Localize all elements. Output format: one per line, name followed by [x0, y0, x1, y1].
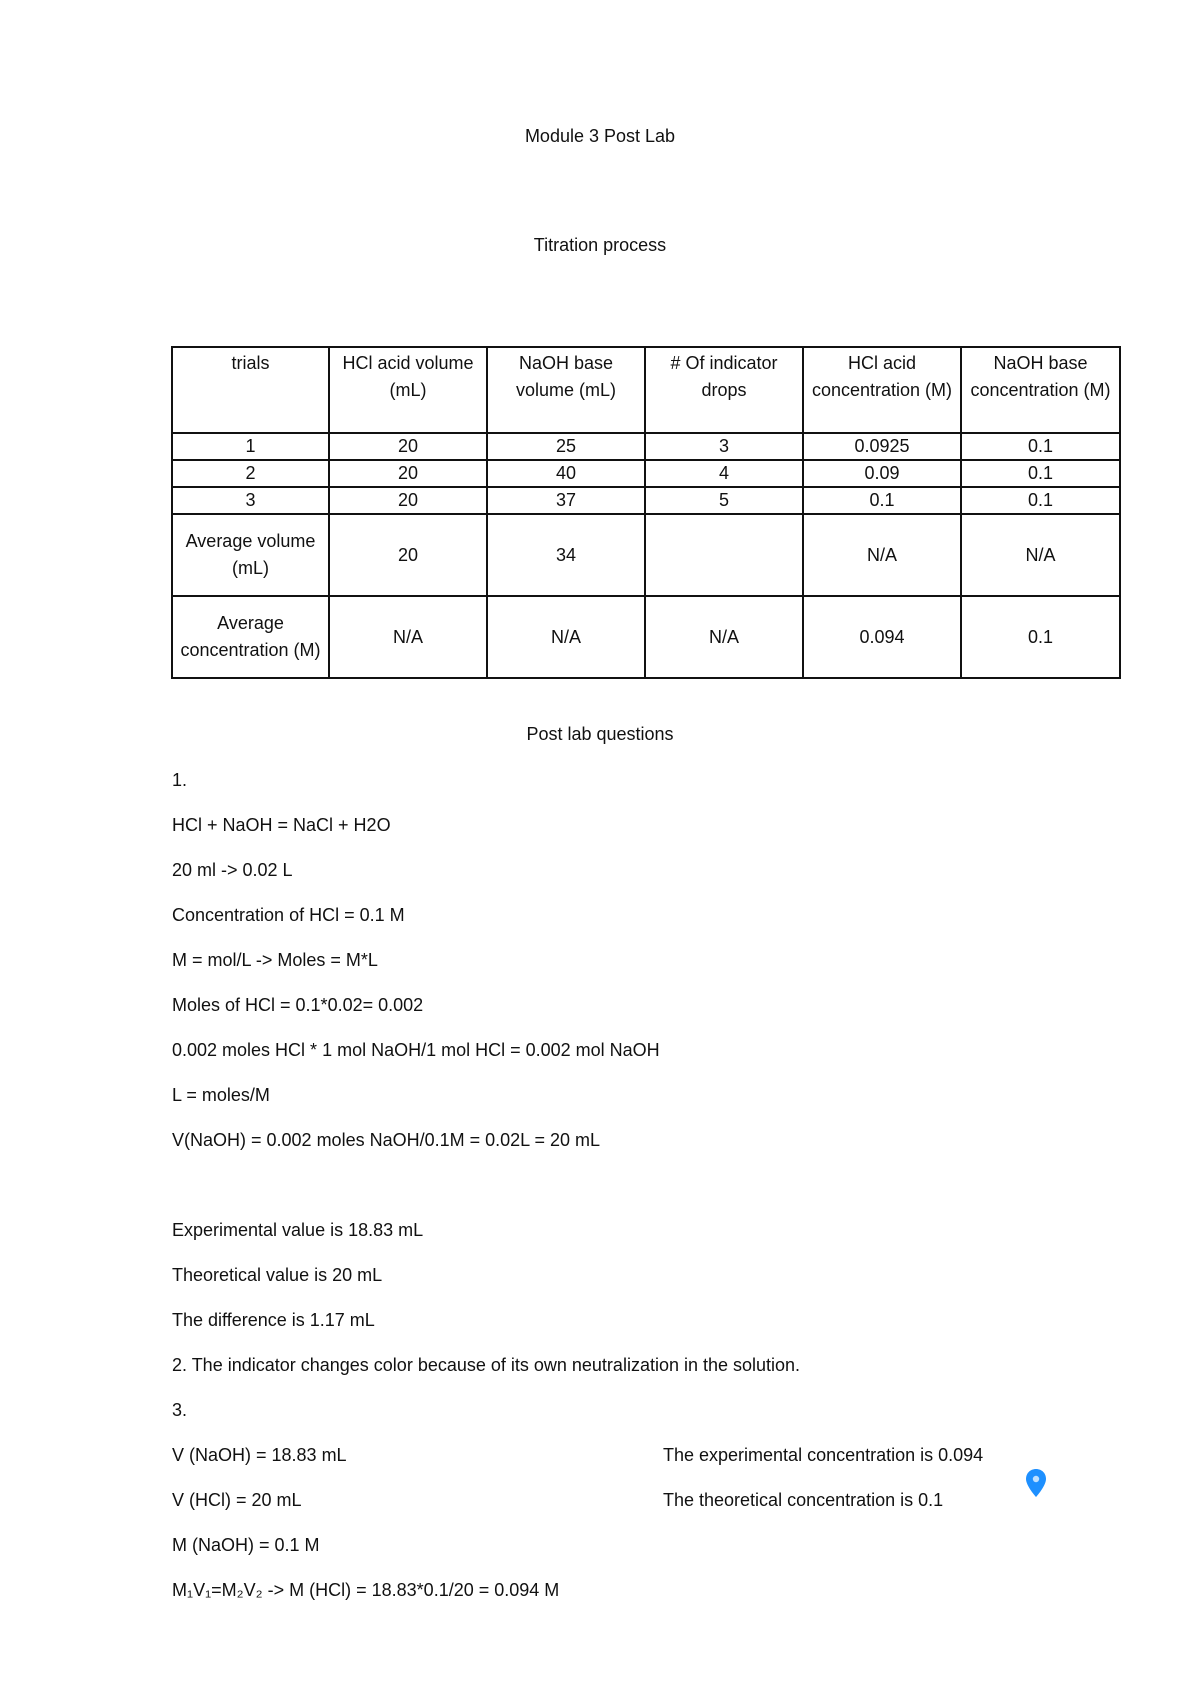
q1-line: L = moles/M [172, 1085, 270, 1105]
table-cell: 20 [329, 514, 487, 596]
q3-right-line: The experimental concentration is 0.094 [663, 1445, 984, 1465]
table-cell: 3 [645, 433, 803, 460]
q1-result-line: The difference is 1.17 mL [172, 1310, 375, 1330]
table-cell: 0.094 [803, 596, 961, 678]
table-cell: 5 [645, 487, 803, 514]
table-header-cell: HCl acid volume (mL) [329, 347, 487, 433]
table-cell: Average volume (mL) [172, 514, 329, 596]
table-cell: Average concentration (M) [172, 596, 329, 678]
q1-line: 20 ml -> 0.02 L [172, 860, 293, 880]
table-cell: 4 [645, 460, 803, 487]
section-heading-titration: Titration process [533, 235, 667, 255]
table-cell: 20 [329, 433, 487, 460]
map-pin-icon[interactable] [1025, 1468, 1047, 1498]
q3-line: M (NaOH) = 0.1 M [172, 1535, 320, 1555]
table-cell: 0.1 [961, 433, 1120, 460]
question-3-number: 3. [172, 1400, 188, 1420]
q1-line: M = mol/L -> Moles = M*L [172, 950, 378, 970]
table-row [172, 487, 1120, 514]
table-cell: N/A [803, 514, 961, 596]
table-header-cell: # Of indicator drops [645, 347, 803, 433]
q1-line: Moles of HCl = 0.1*0.02= 0.002 [172, 995, 424, 1015]
question-2-answer: 2. The indicator changes color because of its own neutralization in the solution. [172, 1355, 801, 1375]
table-row [172, 596, 1120, 678]
table-cell: 34 [487, 514, 645, 596]
table-header-cell: HCl acid concentration (M) [803, 347, 961, 433]
q3-line: V (HCl) = 20 mL [172, 1490, 302, 1510]
q3-right-line: The theoretical concentration is 0.1 [663, 1490, 944, 1510]
table-cell: N/A [329, 596, 487, 678]
q3-line: V (NaOH) = 18.83 mL [172, 1445, 347, 1465]
table-cell: 40 [487, 460, 645, 487]
table-header-cell: NaOH base concentration (M) [961, 347, 1120, 433]
q1-line: V(NaOH) = 0.002 moles NaOH/0.1M = 0.02L = 20 mL [172, 1130, 601, 1150]
table-cell: N/A [961, 514, 1120, 596]
table-header-cell: NaOH base volume (mL) [487, 347, 645, 433]
table-cell: 0.1 [961, 460, 1120, 487]
table-cell [645, 514, 803, 596]
q3-formula: M₁V₁=M₂V₂ -> M (HCl) = 18.83*0.1/20 = 0.094 M [172, 1580, 560, 1600]
table-cell: 0.1 [961, 487, 1120, 514]
table-cell: N/A [645, 596, 803, 678]
q1-line: HCl + NaOH = NaCl + H2O [172, 815, 391, 835]
q1-result-line: Experimental value is 18.83 mL [172, 1220, 424, 1240]
titration-table [171, 346, 1121, 679]
q1-line: 0.002 moles HCl * 1 mol NaOH/1 mol HCl = 0.002 mol NaOH [172, 1040, 660, 1060]
table-cell: 0.1 [803, 487, 961, 514]
table-row [172, 433, 1120, 460]
section-heading-questions: Post lab questions [526, 724, 674, 744]
table-cell: 37 [487, 487, 645, 514]
question-1-number: 1. [172, 770, 188, 790]
table-cell: 0.0925 [803, 433, 961, 460]
table-cell: 0.09 [803, 460, 961, 487]
table-cell: 0.1 [961, 596, 1120, 678]
table-header-cell: trials [172, 347, 329, 433]
document-title: Module 3 Post Lab [524, 126, 676, 146]
q1-result-line: Theoretical value is 20 mL [172, 1265, 383, 1285]
table-cell: 1 [172, 433, 329, 460]
q1-line: Concentration of HCl = 0.1 M [172, 905, 405, 925]
table-cell: 20 [329, 487, 487, 514]
table-cell: N/A [487, 596, 645, 678]
table-cell: 20 [329, 460, 487, 487]
table-row [172, 514, 1120, 596]
table-cell: 25 [487, 433, 645, 460]
table-header-row [172, 347, 1120, 433]
table-row [172, 460, 1120, 487]
table-cell: 2 [172, 460, 329, 487]
table-cell: 3 [172, 487, 329, 514]
